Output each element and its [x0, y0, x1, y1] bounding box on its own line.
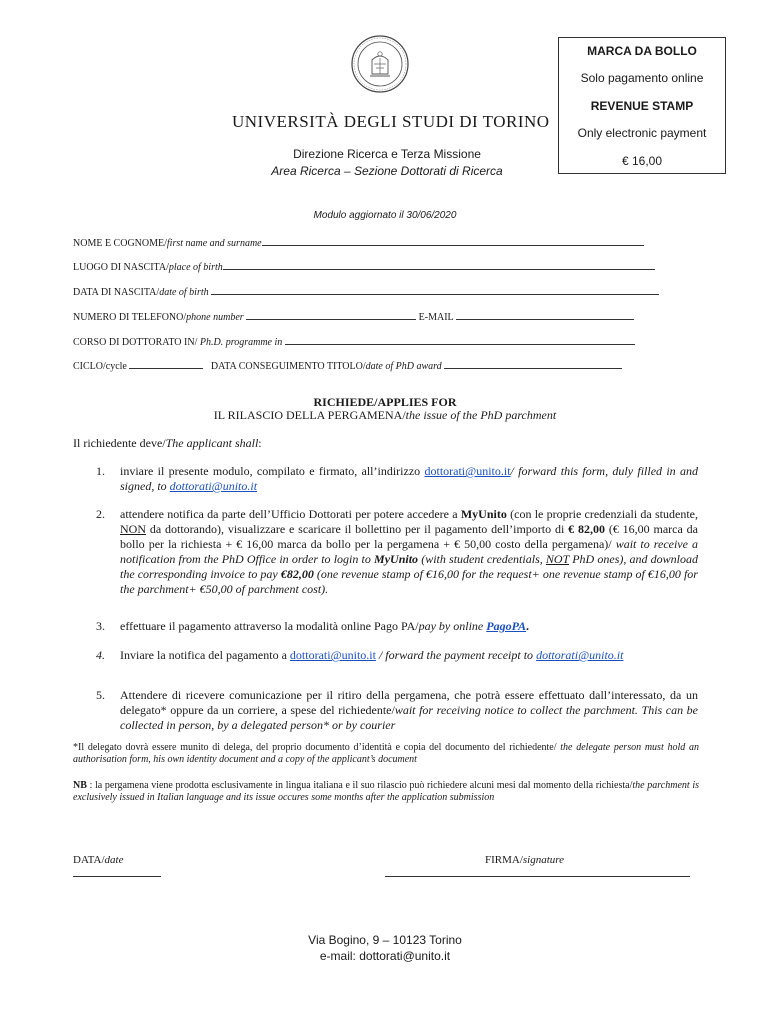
applies-subtitle: [0, 408, 770, 423]
field-course-label: CORSO DI DOTTORATO IN/: [73, 337, 200, 348]
field-birthdate-label-en: date of birth: [159, 287, 209, 298]
item-text-en: wait to receive a notification from the PhD Office in order to login to: [120, 537, 698, 566]
delegate-note: [73, 742, 699, 766]
myunito-label-en: MyUnito: [374, 552, 419, 566]
field-cycle-award[interactable]: [73, 359, 622, 372]
item-text-it: Inviare la notifica del pagamento a: [120, 648, 290, 662]
item-number: 4.: [96, 648, 105, 662]
list-item: [96, 619, 698, 634]
signature-label-it: FIRMA/: [485, 854, 523, 866]
nb-note: [73, 780, 699, 804]
field-name[interactable]: [73, 236, 644, 249]
field-course-line[interactable]: [285, 335, 635, 345]
delegate-note-it: *Il delegato dovrà essere munito di delega, del proprio documento d’identità e copia del documento del richiedente/: [73, 742, 561, 753]
email-link[interactable]: dottorati@unito.it: [536, 648, 624, 662]
list-item: [96, 648, 698, 663]
myunito-label: MyUnito: [460, 507, 507, 521]
field-name-line[interactable]: [262, 236, 644, 246]
department-name: Direzione Ricerca e Terza Missione: [293, 147, 481, 161]
stamp-amount: € 16,00: [621, 153, 663, 168]
field-phone-label-en: phone number: [186, 312, 244, 323]
intro-it: Il richiedente deve/: [73, 436, 166, 450]
date-label-it: DATA/: [73, 854, 105, 866]
list-item: [96, 688, 698, 733]
item-text-en: wait for receiving notice to collect the parchment. This can be collected in person, by a delegated person* or by courier: [120, 703, 698, 732]
amount-label: € 82,00: [568, 522, 605, 536]
intro-en: The applicant shall: [165, 436, 259, 450]
date-label: [73, 854, 123, 866]
field-email-label: E-MAIL: [418, 312, 454, 323]
not-label: NOT: [545, 552, 570, 566]
applies-title: RICHIEDE/APPLIES FOR: [313, 395, 457, 409]
nb-note-it: : la pergamena viene prodotta esclusivamente in lingua italiana e il suo rilascio può richiedere alcuni mesi dal momento della richiesta/: [86, 780, 633, 791]
form-updated-date: Modulo aggiornato il 30/06/2020: [313, 210, 457, 221]
item-text-it: effettuare il pagamento attraverso la modalità online Pago PA/: [120, 619, 419, 633]
stamp-online-it: Solo pagamento online: [580, 71, 704, 86]
revenue-stamp-box: [558, 37, 726, 174]
field-course-label-en: Ph.D. programme in: [199, 337, 283, 348]
list-item: [96, 507, 698, 597]
field-phone-label: NUMERO DI TELEFONO/: [73, 312, 187, 323]
item-text-en: pay by online: [418, 619, 487, 633]
item-text: (con le proprie credenziali da studente,: [506, 507, 698, 521]
amount-label-en: €82,00: [280, 567, 314, 581]
field-birthplace[interactable]: [73, 260, 655, 273]
nb-note-en: the parchment is exclusively issued in Italian language and its issue occures some months after the application submission: [73, 780, 699, 803]
area-name: Area Ricerca – Sezione Dottorati di Ricerca: [271, 164, 503, 178]
university-name: UNIVERSITÀ DEGLI STUDI DI TORINO: [232, 112, 550, 131]
date-signature-line[interactable]: [73, 876, 161, 877]
field-birthplace-line[interactable]: [223, 260, 655, 270]
item-text: attendere notifica da parte dell’Ufficio Dottorati per potere accedere a: [120, 507, 461, 521]
field-birthplace-label-en: place of birth: [168, 262, 223, 273]
item-number: 1.: [96, 464, 105, 478]
non-label: NON: [120, 522, 146, 536]
field-award-label-en: date of PhD award: [365, 361, 442, 372]
item-text-en: PhD ones), and download the corresponding invoice to pay: [120, 552, 699, 581]
field-course[interactable]: [73, 335, 635, 348]
field-birthdate-label: DATA DI NASCITA/: [73, 287, 160, 298]
field-birthplace-label: LUOGO DI NASCITA/: [73, 262, 169, 273]
item-text-en: (one revenue stamp of €16,00 for the request+ one revenue stamp of €16,00 for the parchment+ €50,00 of parchment cost).: [120, 567, 698, 596]
item-text: da dottorando), visualizzare e scaricare il bollettino per il pagamento dell’importo di: [146, 522, 569, 536]
item-text: (€ 16,00 marca da bollo per la richiesta + € 16,00 marca da bollo per la pergamena + € 50,00 costo della pergamena)/: [120, 522, 699, 551]
intro-colon: :: [258, 436, 262, 450]
stamp-online-en: Only electronic payment: [577, 126, 707, 141]
item-number: 5.: [96, 688, 105, 702]
email-link[interactable]: dottorati@unito.it: [424, 464, 511, 478]
signature-line[interactable]: [385, 876, 690, 877]
footer-email: e-mail: dottorati@unito.it: [319, 949, 451, 963]
field-name-label-en: first name and surname: [166, 238, 262, 249]
item-text-en: / forward the payment receipt to: [375, 648, 537, 662]
item-number: 3.: [96, 619, 105, 633]
list-item: [96, 464, 698, 494]
delegate-note-en: the delegate person must hold an authorisation form, his own identity document and a copy of the applicant’s document: [73, 742, 700, 765]
item-period: .: [526, 619, 530, 633]
field-cycle-label: CICLO/cycle: [73, 361, 127, 372]
field-name-label: NOME E COGNOME/: [73, 238, 167, 249]
item-text-it: Attendere di ricevere comunicazione per il ritiro della pergamena, che potrà essere effettuato dall’interessato, da un delegato* oppure da un corriere, a spese del richiedente/: [120, 688, 698, 717]
field-birthdate-line[interactable]: [211, 285, 659, 295]
footer-address: Via Bogino, 9 – 10123 Torino: [308, 933, 462, 947]
item-number: 2.: [96, 507, 105, 521]
department-block: [232, 146, 542, 180]
item-text-en: / forward this form, duly filled in and signed, to: [120, 464, 699, 493]
stamp-title-en: REVENUE STAMP: [590, 98, 694, 113]
applies-subtitle-it: IL RILASCIO DELLA PERGAMENA/: [213, 408, 406, 422]
pagopa-link[interactable]: PagoPA: [486, 619, 527, 633]
signature-label-en: signature: [522, 854, 565, 866]
item-text-en: (with student credentials,: [418, 552, 546, 566]
footer: [0, 932, 770, 964]
signature-label: [485, 854, 564, 866]
field-award-line[interactable]: [444, 359, 622, 369]
item-text-it: inviare il presente modulo, compilato e firmato, all’indirizzo: [120, 464, 425, 478]
applies-subtitle-en: the issue of the PhD parchment: [405, 408, 557, 422]
field-birthdate[interactable]: [73, 285, 659, 298]
field-phone-line[interactable]: [246, 310, 416, 320]
email-link[interactable]: dottorati@unito.it: [289, 648, 376, 662]
email-link[interactable]: dottorati@unito.it: [169, 479, 258, 493]
field-email-line[interactable]: [456, 310, 634, 320]
applicant-intro: [73, 436, 262, 451]
nb-label: NB: [73, 780, 87, 791]
field-phone-email[interactable]: [73, 310, 634, 323]
stamp-title-it: MARCA DA BOLLO: [587, 44, 697, 58]
date-label-en: date: [104, 854, 124, 866]
field-award-label: DATA CONSEGUIMENTO TITOLO/: [210, 361, 366, 372]
university-seal-logo: [350, 34, 410, 94]
field-cycle-line[interactable]: [129, 359, 203, 369]
